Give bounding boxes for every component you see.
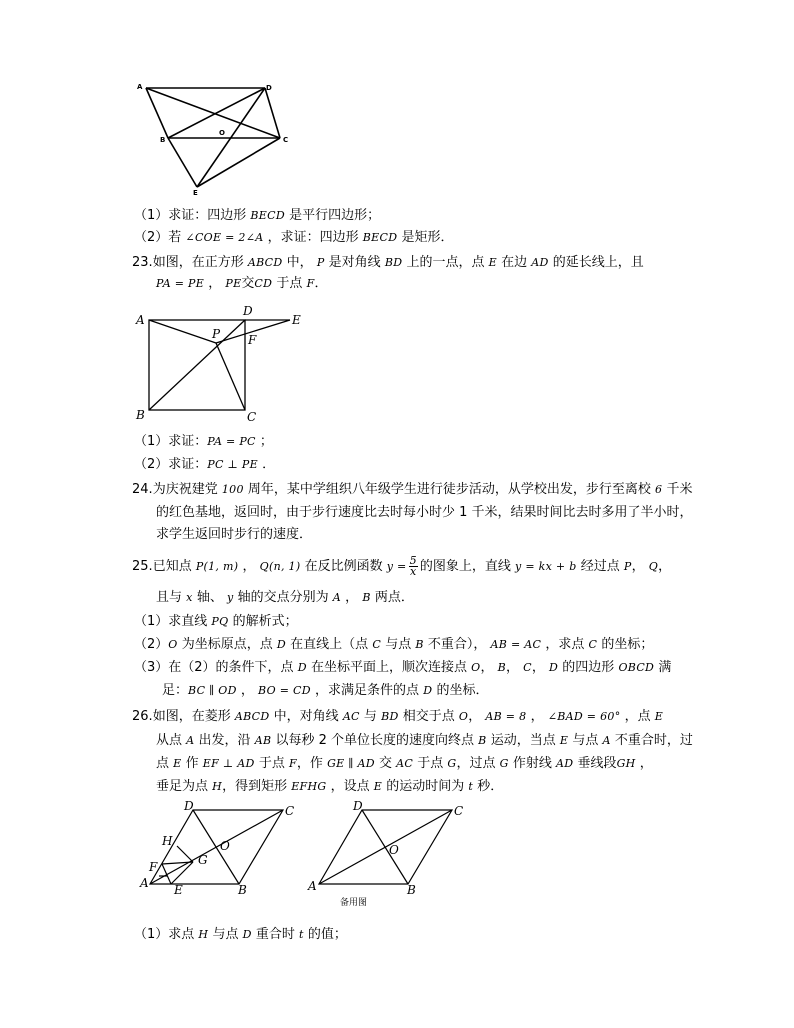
label-B: B	[136, 408, 145, 422]
label-C: C	[247, 410, 257, 424]
q24-line1: 24.为庆祝建党 100 周年，某中学组织八年级学生进行徒步活动，从学校出发，步行至离校 6 千米	[132, 482, 693, 497]
q23-line2: PA = PE ， PE交CD 于点 F．	[156, 276, 328, 291]
label-B: B	[238, 883, 247, 897]
q22-part1: （1）求证：四边形 BECD 是平行四边形；	[134, 208, 381, 223]
label-D: D	[353, 799, 363, 813]
q26-part1: （1）求点 H 与点 D 重合时 t 的值；	[134, 927, 347, 942]
label-A: A	[308, 879, 317, 893]
figure-q23-svg	[130, 300, 320, 425]
label-O: O	[220, 839, 230, 853]
figure-q26-main	[140, 798, 300, 898]
q23-part1: （1）求证：PA = PC ；	[134, 434, 273, 449]
q25-part1: （1）求直线 PQ 的解析式；	[134, 614, 298, 629]
label-D: D	[243, 304, 253, 318]
label-E: E	[292, 313, 301, 327]
q25-line1: 25.已知点 P(1, m) ， Q(n, 1) 在反比例函数 y = $\frac{5}{x}$ 的图象上，直线 y = kx + b 经过点 P， Q，	[132, 554, 672, 578]
label-D: D	[184, 799, 194, 813]
q26-line2: 从点 A 出发，沿 AB 以每秒 2 个单位长度的速度向终点 B 运动，当点 E 与点 A 不重合时，过	[156, 733, 693, 748]
q25-part2: （2）O 为坐标原点，点 D 在直线上（点 C 与点 B 不重合）， AB = AC ，求点 C 的坐标；	[134, 637, 654, 652]
label-F: F	[248, 333, 257, 347]
label-G: G	[198, 853, 208, 867]
fraction-5-over-x: $\frac{5}{x}$	[409, 554, 417, 578]
q24-line2: 的红色基地，返回时，由于步行速度比去时每小时少 1 千米，结果时间比去时多用了半小时，	[156, 505, 693, 520]
q26-line3: 点 E 作 EF ⊥ AD 于点 F，作 GE ∥ AD 交 AC 于点 G，过点 G 作射线 AD 垂线段GH ，	[156, 756, 653, 771]
label-A: A	[136, 313, 145, 327]
figure-q26-spare-svg	[305, 798, 475, 908]
label-B: B	[407, 883, 416, 897]
label-E: E	[174, 883, 183, 897]
q24-line3: 求学生返回时步行的速度．	[156, 527, 313, 542]
label-H: H	[162, 834, 173, 848]
label-C: C	[285, 804, 295, 818]
figure-caption: 备用图	[340, 898, 368, 908]
q26-line1: 26.如图，在菱形 ABCD 中，对角线 AC 与 BD 相交于点 O， AB = 8 ， ∠BAD = 60° ，点 E	[132, 709, 664, 724]
figure-q22	[130, 78, 300, 196]
figure-q26-spare	[305, 798, 475, 908]
figure-q23	[130, 300, 320, 425]
figure-q22-svg	[130, 78, 300, 196]
q23-line1: 23.如图，在正方形 ABCD 中， P 是对角线 BD 上的一点，点 E 在边 AD 的延长线上，且	[132, 255, 644, 270]
label-D: D	[266, 84, 272, 92]
q23-part2: （2）求证：PC ⊥ PE ．	[134, 457, 276, 472]
label-B: B	[160, 136, 166, 144]
q25-part3-cont: 足：BC ∥ OD ， BO = CD ，求满足条件的点 D 的坐标．	[162, 683, 489, 698]
figure-q26-main-svg	[140, 798, 300, 898]
label-O: O	[219, 129, 225, 137]
label-C: C	[283, 136, 289, 144]
q22-part2: （2）若 ∠COE = 2∠A ，求证：四边形 BECD 是矩形．	[134, 230, 454, 245]
label-A: A	[137, 83, 143, 91]
q25-part3: （3）在（2）的条件下，点 D 在坐标平面上，顺次连接点 O， B， C， D 的四边形 OBCD 满	[134, 660, 672, 675]
label-A: A	[140, 876, 149, 890]
label-F: F	[149, 860, 158, 874]
label-O: O	[389, 843, 399, 857]
q25-line2: 且与 x 轴、 y 轴的交点分别为 A ， B 两点．	[156, 590, 414, 605]
label-E: E	[193, 189, 198, 197]
label-C: C	[454, 804, 464, 818]
label-P: P	[212, 327, 221, 341]
q26-line4: 垂足为点 H，得到矩形 EFHG ，设点 E 的运动时间为 t 秒．	[156, 779, 504, 794]
